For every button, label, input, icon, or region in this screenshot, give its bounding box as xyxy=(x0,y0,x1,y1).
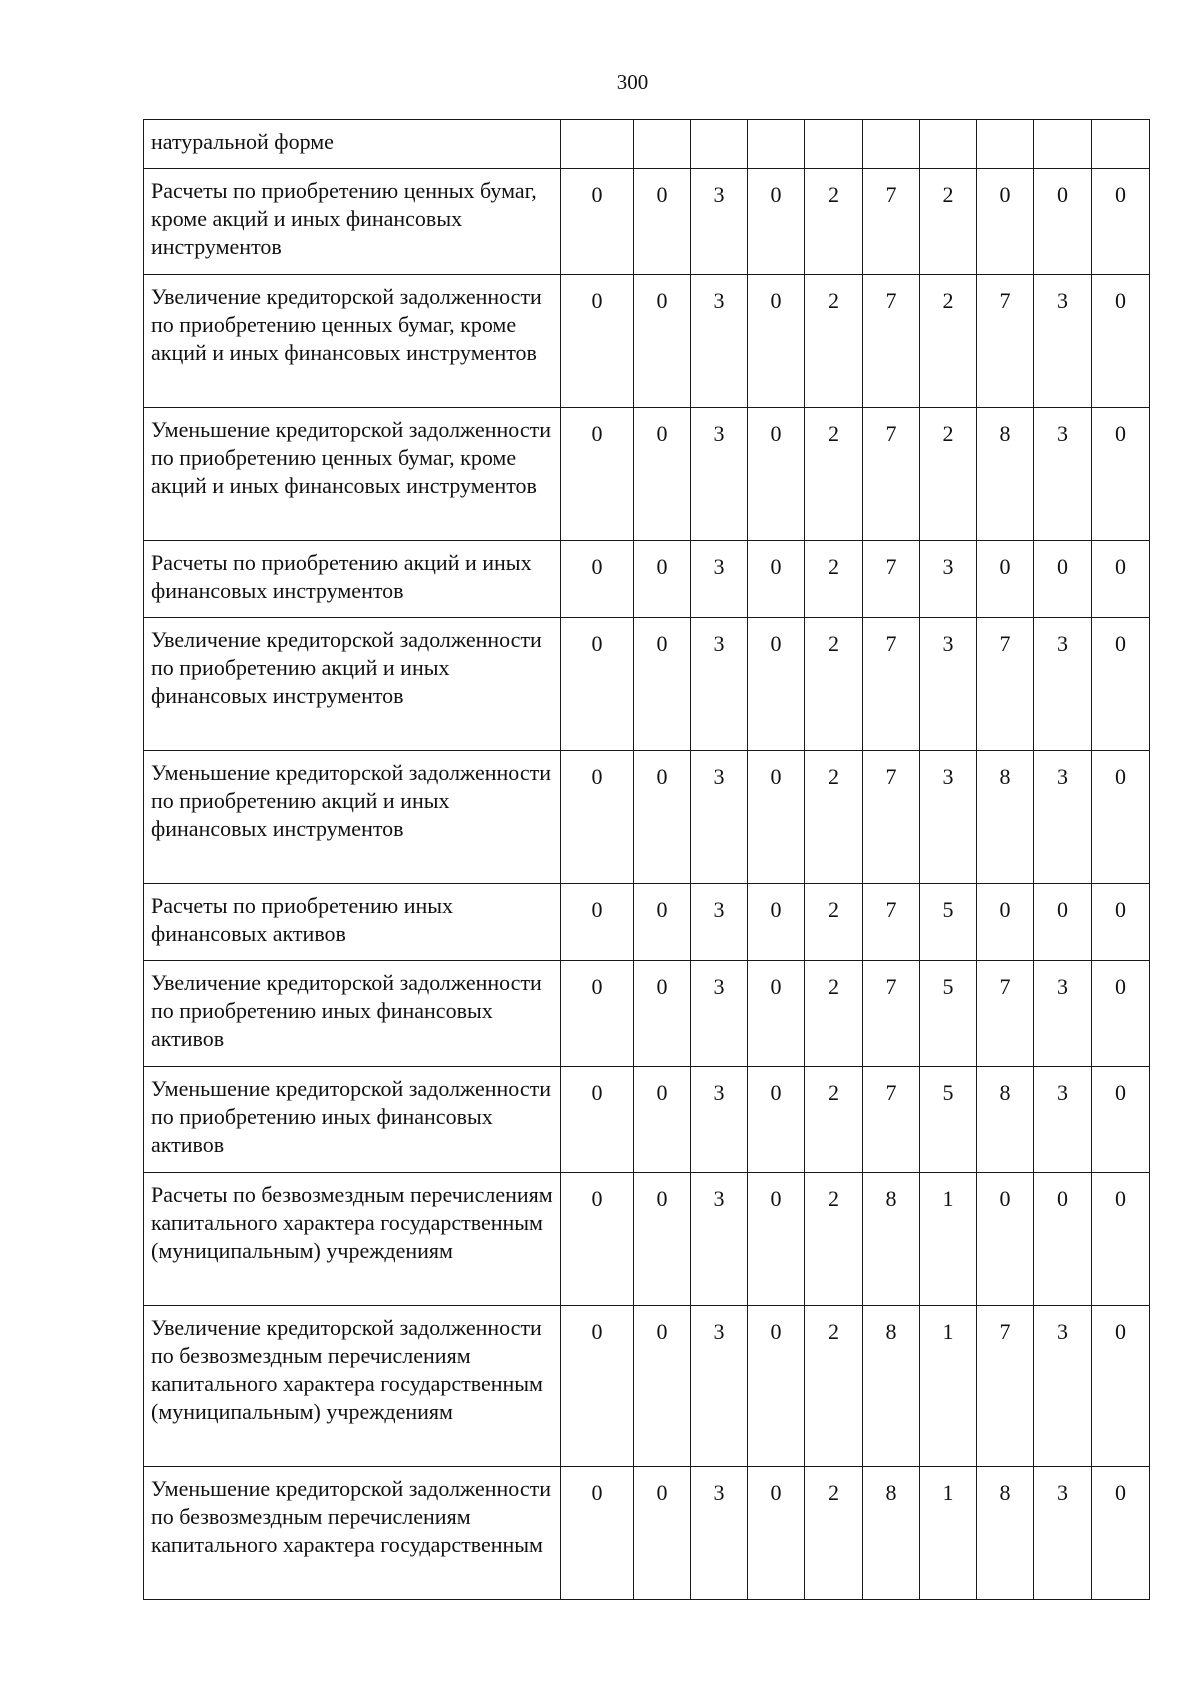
code-digit-cell: 3 xyxy=(1034,1306,1092,1467)
code-digit-cell: 0 xyxy=(634,618,691,751)
code-digit-cell: 0 xyxy=(1092,751,1150,884)
code-digit-cell: 3 xyxy=(920,541,977,618)
code-digit-cell: 1 xyxy=(920,1306,977,1467)
table-row xyxy=(144,120,1150,169)
code-digit-cell: 3 xyxy=(691,751,748,884)
code-digit-cell: 2 xyxy=(805,1306,863,1467)
code-digit-cell xyxy=(1092,120,1150,169)
code-digit-cell: 2 xyxy=(805,1173,863,1306)
code-digit-cell: 0 xyxy=(634,1467,691,1600)
code-digit-cell: 7 xyxy=(977,275,1034,408)
code-digit-cell: 2 xyxy=(805,751,863,884)
code-digit-cell: 0 xyxy=(748,541,805,618)
row-label: Расчеты по безвозмездным перечислениям капитального характера государственным (муниципальным) учреждениям xyxy=(144,1173,561,1306)
code-digit-cell: 0 xyxy=(1092,275,1150,408)
code-digit-cell: 3 xyxy=(691,1306,748,1467)
code-digit-cell: 0 xyxy=(1092,169,1150,275)
table-row xyxy=(144,1306,1150,1467)
code-digit-cell: 0 xyxy=(634,541,691,618)
code-digit-cell: 3 xyxy=(1034,1067,1092,1173)
code-digit-cell xyxy=(920,120,977,169)
code-digit-cell: 0 xyxy=(748,618,805,751)
code-digit-cell: 0 xyxy=(977,1173,1034,1306)
code-digit-cell: 0 xyxy=(561,275,634,408)
code-digit-cell: 7 xyxy=(863,408,920,541)
code-digit-cell: 7 xyxy=(863,961,920,1067)
code-digit-cell: 0 xyxy=(1092,1467,1150,1600)
page-number: 300 xyxy=(616,70,649,94)
code-digit-cell: 3 xyxy=(1034,1467,1092,1600)
code-digit-cell: 0 xyxy=(561,408,634,541)
code-digit-cell: 0 xyxy=(1092,1067,1150,1173)
code-digit-cell: 3 xyxy=(691,1173,748,1306)
code-digit-cell xyxy=(863,120,920,169)
code-digit-cell: 1 xyxy=(920,1467,977,1600)
code-digit-cell: 0 xyxy=(561,618,634,751)
row-label: Уменьшение кредиторской задолженности по безвозмездным перечислениям капитального характера государственным xyxy=(144,1467,561,1600)
code-digit-cell: 2 xyxy=(805,275,863,408)
code-digit-cell: 0 xyxy=(748,751,805,884)
code-digit-cell xyxy=(634,120,691,169)
table-row xyxy=(144,169,1150,275)
code-digit-cell: 0 xyxy=(561,1467,634,1600)
row-label: Уменьшение кредиторской задолженности по приобретению ценных бумаг, кроме акций и иных финансовых инструментов xyxy=(144,408,561,541)
code-digit-cell: 0 xyxy=(748,961,805,1067)
code-digit-cell: 3 xyxy=(691,1467,748,1600)
code-digit-cell: 7 xyxy=(977,618,1034,751)
table-row xyxy=(144,961,1150,1067)
code-digit-cell: 0 xyxy=(634,169,691,275)
code-digit-cell: 2 xyxy=(805,961,863,1067)
code-digit-cell: 0 xyxy=(561,884,634,961)
table-row xyxy=(144,1067,1150,1173)
code-digit-cell: 2 xyxy=(920,408,977,541)
table-row xyxy=(144,541,1150,618)
code-digit-cell: 0 xyxy=(748,1173,805,1306)
row-label: Расчеты по приобретению ценных бумаг, кроме акций и иных финансовых инструментов xyxy=(144,169,561,275)
code-digit-cell: 7 xyxy=(863,751,920,884)
row-label: Расчеты по приобретению акций и иных финансовых инструментов xyxy=(144,541,561,618)
table-row xyxy=(144,408,1150,541)
code-digit-cell: 0 xyxy=(1034,541,1092,618)
code-digit-cell: 3 xyxy=(1034,275,1092,408)
code-digit-cell: 0 xyxy=(977,169,1034,275)
code-digit-cell: 8 xyxy=(863,1173,920,1306)
code-digit-cell: 2 xyxy=(920,169,977,275)
code-digit-cell: 0 xyxy=(634,751,691,884)
code-digit-cell: 0 xyxy=(634,408,691,541)
code-digit-cell: 3 xyxy=(691,275,748,408)
code-digit-cell: 3 xyxy=(691,169,748,275)
code-digit-cell: 5 xyxy=(920,961,977,1067)
row-label: Увеличение кредиторской задолженности по приобретению ценных бумаг, кроме акций и иных финансовых инструментов xyxy=(144,275,561,408)
code-digit-cell: 0 xyxy=(748,408,805,541)
code-digit-cell: 0 xyxy=(561,1173,634,1306)
code-digit-cell: 3 xyxy=(691,618,748,751)
code-digit-cell: 0 xyxy=(748,1467,805,1600)
code-digit-cell: 0 xyxy=(1092,408,1150,541)
code-digit-cell: 0 xyxy=(1092,884,1150,961)
table-row xyxy=(144,275,1150,408)
code-digit-cell: 0 xyxy=(748,1067,805,1173)
code-digit-cell: 0 xyxy=(561,751,634,884)
code-digit-cell: 0 xyxy=(1092,618,1150,751)
code-digit-cell: 0 xyxy=(561,1067,634,1173)
code-digit-cell: 0 xyxy=(561,541,634,618)
code-digit-cell: 5 xyxy=(920,884,977,961)
table-row xyxy=(144,618,1150,751)
code-digit-cell: 0 xyxy=(1092,1306,1150,1467)
code-digit-cell: 8 xyxy=(977,1467,1034,1600)
table-row xyxy=(144,751,1150,884)
code-digit-cell: 0 xyxy=(561,1306,634,1467)
row-label: Уменьшение кредиторской задолженности по приобретению акций и иных финансовых инструментов xyxy=(144,751,561,884)
row-label: Увеличение кредиторской задолженности по безвозмездным перечислениям капитального характера государственным (муниципальным) учреждениям xyxy=(144,1306,561,1467)
code-digit-cell: 0 xyxy=(634,1306,691,1467)
code-digit-cell: 7 xyxy=(863,275,920,408)
code-digit-cell: 7 xyxy=(863,884,920,961)
code-digit-cell: 0 xyxy=(634,961,691,1067)
code-digit-cell xyxy=(805,120,863,169)
code-digit-cell: 3 xyxy=(920,618,977,751)
code-digit-cell: 0 xyxy=(748,1306,805,1467)
code-digit-cell: 7 xyxy=(863,1067,920,1173)
code-digit-cell: 0 xyxy=(1034,1173,1092,1306)
code-digit-cell: 0 xyxy=(561,169,634,275)
code-digit-cell xyxy=(561,120,634,169)
code-digit-cell: 3 xyxy=(1034,408,1092,541)
code-digit-cell: 8 xyxy=(863,1467,920,1600)
code-digit-cell xyxy=(977,120,1034,169)
code-digit-cell: 7 xyxy=(863,618,920,751)
code-digit-cell: 0 xyxy=(1092,961,1150,1067)
row-label: Уменьшение кредиторской задолженности по приобретению иных финансовых активов xyxy=(144,1067,561,1173)
table-body xyxy=(144,120,1150,1600)
row-label: Увеличение кредиторской задолженности по приобретению иных финансовых активов xyxy=(144,961,561,1067)
code-digit-cell: 3 xyxy=(920,751,977,884)
code-digit-cell: 3 xyxy=(1034,751,1092,884)
code-digit-cell: 3 xyxy=(691,884,748,961)
code-digit-cell: 3 xyxy=(691,541,748,618)
code-digit-cell: 7 xyxy=(977,961,1034,1067)
code-digit-cell: 2 xyxy=(805,1067,863,1173)
code-digit-cell: 3 xyxy=(691,1067,748,1173)
code-digit-cell: 0 xyxy=(634,1173,691,1306)
code-digit-cell: 0 xyxy=(748,169,805,275)
code-digit-cell: 8 xyxy=(863,1306,920,1467)
row-label: Увеличение кредиторской задолженности по приобретению акций и иных финансовых инструментов xyxy=(144,618,561,751)
code-digit-cell: 2 xyxy=(920,275,977,408)
code-digit-cell: 7 xyxy=(977,1306,1034,1467)
code-digit-cell: 1 xyxy=(920,1173,977,1306)
code-digit-cell: 0 xyxy=(977,541,1034,618)
code-digit-cell: 2 xyxy=(805,408,863,541)
code-digit-cell: 0 xyxy=(1034,884,1092,961)
code-digit-cell: 2 xyxy=(805,618,863,751)
code-digit-cell: 2 xyxy=(805,541,863,618)
code-digit-cell: 0 xyxy=(634,1067,691,1173)
code-digit-cell: 8 xyxy=(977,751,1034,884)
code-digit-cell: 0 xyxy=(1092,1173,1150,1306)
code-digit-cell: 0 xyxy=(748,275,805,408)
code-digit-cell: 0 xyxy=(1092,541,1150,618)
code-digit-cell: 0 xyxy=(634,275,691,408)
row-label: Расчеты по приобретению иных финансовых активов xyxy=(144,884,561,961)
code-digit-cell xyxy=(691,120,748,169)
table-row xyxy=(144,1467,1150,1600)
code-digit-cell: 3 xyxy=(691,961,748,1067)
code-digit-cell: 7 xyxy=(863,541,920,618)
code-digit-cell: 5 xyxy=(920,1067,977,1173)
code-digit-cell: 2 xyxy=(805,884,863,961)
code-digit-cell: 3 xyxy=(1034,618,1092,751)
code-digit-cell: 8 xyxy=(977,408,1034,541)
code-digit-cell: 8 xyxy=(977,1067,1034,1173)
code-digit-cell: 0 xyxy=(977,884,1034,961)
code-digit-cell xyxy=(1034,120,1092,169)
code-digit-cell: 3 xyxy=(691,408,748,541)
code-digit-cell: 0 xyxy=(748,884,805,961)
code-digit-cell: 7 xyxy=(863,169,920,275)
code-digit-cell: 0 xyxy=(1034,169,1092,275)
code-digit-cell: 0 xyxy=(561,961,634,1067)
code-digit-cell: 2 xyxy=(805,169,863,275)
code-digit-cell: 0 xyxy=(634,884,691,961)
code-digit-cell: 2 xyxy=(805,1467,863,1600)
row-label: натуральной форме xyxy=(144,120,561,169)
code-digit-cell: 3 xyxy=(1034,961,1092,1067)
account-codes-table xyxy=(143,119,1150,1600)
code-digit-cell xyxy=(748,120,805,169)
table-row xyxy=(144,1173,1150,1306)
table-row xyxy=(144,884,1150,961)
